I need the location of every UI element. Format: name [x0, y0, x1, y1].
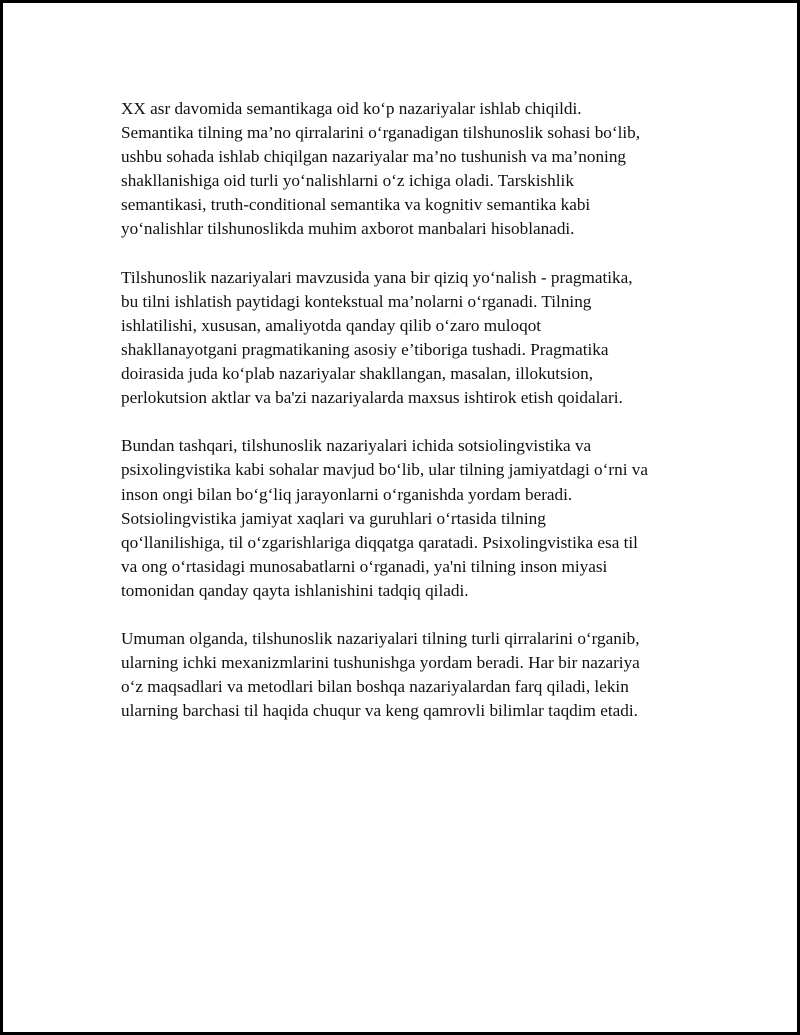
document-body — [121, 97, 721, 748]
text-line: Semantika tilning ma’no qirralarini o‘rganadigan tilshunoslik sohasi bo‘lib, — [121, 123, 641, 143]
text-line: Sotsiolingvistika jamiyat xaqlari va guruhlari o‘rtasida tilning — [121, 508, 546, 528]
paragraph-2 — [121, 266, 721, 411]
text-line: yo‘nalishlar tilshunoslikda muhim axborot manbalari hisoblanadi. — [121, 219, 575, 239]
text-line: tomonidan qanday qayta ishlanishini tadqiq qiladi. — [121, 580, 469, 600]
text-line: perlokutsion aktlar va ba'zi nazariyalarda maxsus ishtirok etish qoidalari. — [121, 388, 623, 408]
text-line: bu tilni ishlatish paytidagi kontekstual ma’nolarni o‘rganadi. Tilning — [121, 291, 592, 311]
text-line: Umuman olganda, tilshunoslik nazariyalari tilning turli qirralarini o‘rganib, — [121, 629, 640, 649]
text-line: Bundan tashqari, tilshunoslik nazariyalari ichida sotsiolingvistika va — [121, 436, 592, 456]
text-line: ularning barchasi til haqida chuqur va keng qamrovli bilimlar taqdim etadi. — [121, 701, 638, 721]
text-line: o‘z maqsadlari va metodlari bilan boshqa nazariyalardan farq qiladi, lekin — [121, 677, 629, 697]
text-line: ularning ichki mexanizmlarini tushunishga yordam beradi. Har bir nazariya — [121, 653, 640, 673]
text-line: inson ongi bilan bo‘g‘liq jarayonlarni o‘rganishda yordam beradi. — [121, 484, 573, 504]
paragraph-4 — [121, 627, 721, 723]
paragraph-1 — [121, 97, 721, 242]
text-line: va ong o‘rtasidagi munosabatlarni o‘rganadi, ya'ni tilning inson miyasi — [121, 556, 608, 576]
text-line: ishlatilishi, xususan, amaliyotda qanday qilib o‘zaro muloqot — [121, 315, 542, 335]
text-line: Tilshunoslik nazariyalari mavzusida yana bir qiziq yo‘nalish - pragmatika, — [121, 267, 633, 287]
paragraph-3 — [121, 434, 721, 603]
text-line: shakllanishiga oid turli yo‘nalishlarni o‘z ichiga oladi. Tarskishlik — [121, 171, 574, 191]
text-line: shakllanayotgani pragmatikaning asosiy e’tiboriga tushadi. Pragmatika — [121, 339, 609, 359]
text-line: XX asr davomida semantikaga oid ko‘p nazariyalar ishlab chiqildi. — [121, 99, 582, 118]
text-line: psixolingvistika kabi sohalar mavjud bo‘lib, ular tilning jamiyatdagi o‘rni va — [121, 460, 648, 480]
text-line: doirasida juda ko‘plab nazariyalar shakllangan, masalan, illokutsion, — [121, 364, 594, 384]
text-line: semantikasi, truth-conditional semantika va kognitiv semantika kabi — [121, 195, 591, 215]
text-line: ushbu sohada ishlab chiqilgan nazariyalar ma’no tushunish va ma’noning — [121, 147, 627, 167]
text-line: qo‘llanilishiga, til o‘zgarishlariga diqqatga qaratadi. Psixolingvistika esa til — [121, 532, 638, 552]
